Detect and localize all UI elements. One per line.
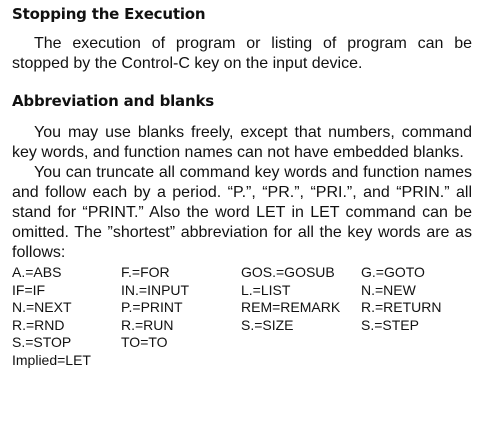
abbreviation-entry: A.=ABS [12,264,62,280]
abbreviation-entry [361,334,472,352]
abbreviation-entry [241,334,361,352]
section-heading-stopping-execution: Stopping the Execution [12,5,206,23]
abbreviation-entry: S.=SIZE [241,316,294,333]
abbreviation-entry: F.=FOR [121,264,170,280]
abbreviation-entry: GOS.=GOSUB [241,264,335,280]
abbreviation-entry: S.=STOP [12,334,72,350]
abbreviation-entry: N.=NEW [361,281,416,298]
abbreviation-entry: L.=LIST [241,281,291,298]
abbreviation-entry: R.=RND [12,316,65,333]
abbreviation-entry [121,352,241,370]
abbreviation-entry: P.=PRINT [121,299,183,315]
paragraph-truncation: You can truncate all command key words and function names and follow each by a period. “P.”, “PR.”, “PRI.”, and “PRIN.” all stand for “PRINT.” Also the word LET in LET command can be omitted. The ”shortest” abbreviation for all the key words are as follows: [12,164,472,261]
abbreviation-entry: REM=REMARK [241,299,341,315]
abbreviation-entry: R.=RUN [121,316,174,333]
abbreviation-entry: Implied=LET [12,351,91,368]
abbreviation-entry [241,352,361,370]
section-heading-abbreviation-blanks: Abbreviation and blanks [12,92,214,110]
abbreviation-entry: TO=TO [121,334,168,350]
abbreviation-entry: IN.=INPUT [121,281,190,298]
paragraph-stopping-execution: The execution of program or listing of program can be stopped by the Control-C key on the input device. [12,35,472,72]
abbreviation-table [12,264,472,369]
abbreviation-entry: R.=RETURN [361,299,442,315]
abbreviation-entry: N.=NEXT [12,299,72,315]
document-page [12,4,472,369]
abbreviation-entry: IF=IF [12,281,46,298]
paragraph-blanks: You may use blanks freely, except that numbers, command key words, and function names can not have embedded blanks. [12,124,472,161]
abbreviation-entry: S.=STEP [361,316,419,333]
abbreviation-entry [361,352,472,370]
abbreviation-entry: G.=GOTO [361,264,425,280]
